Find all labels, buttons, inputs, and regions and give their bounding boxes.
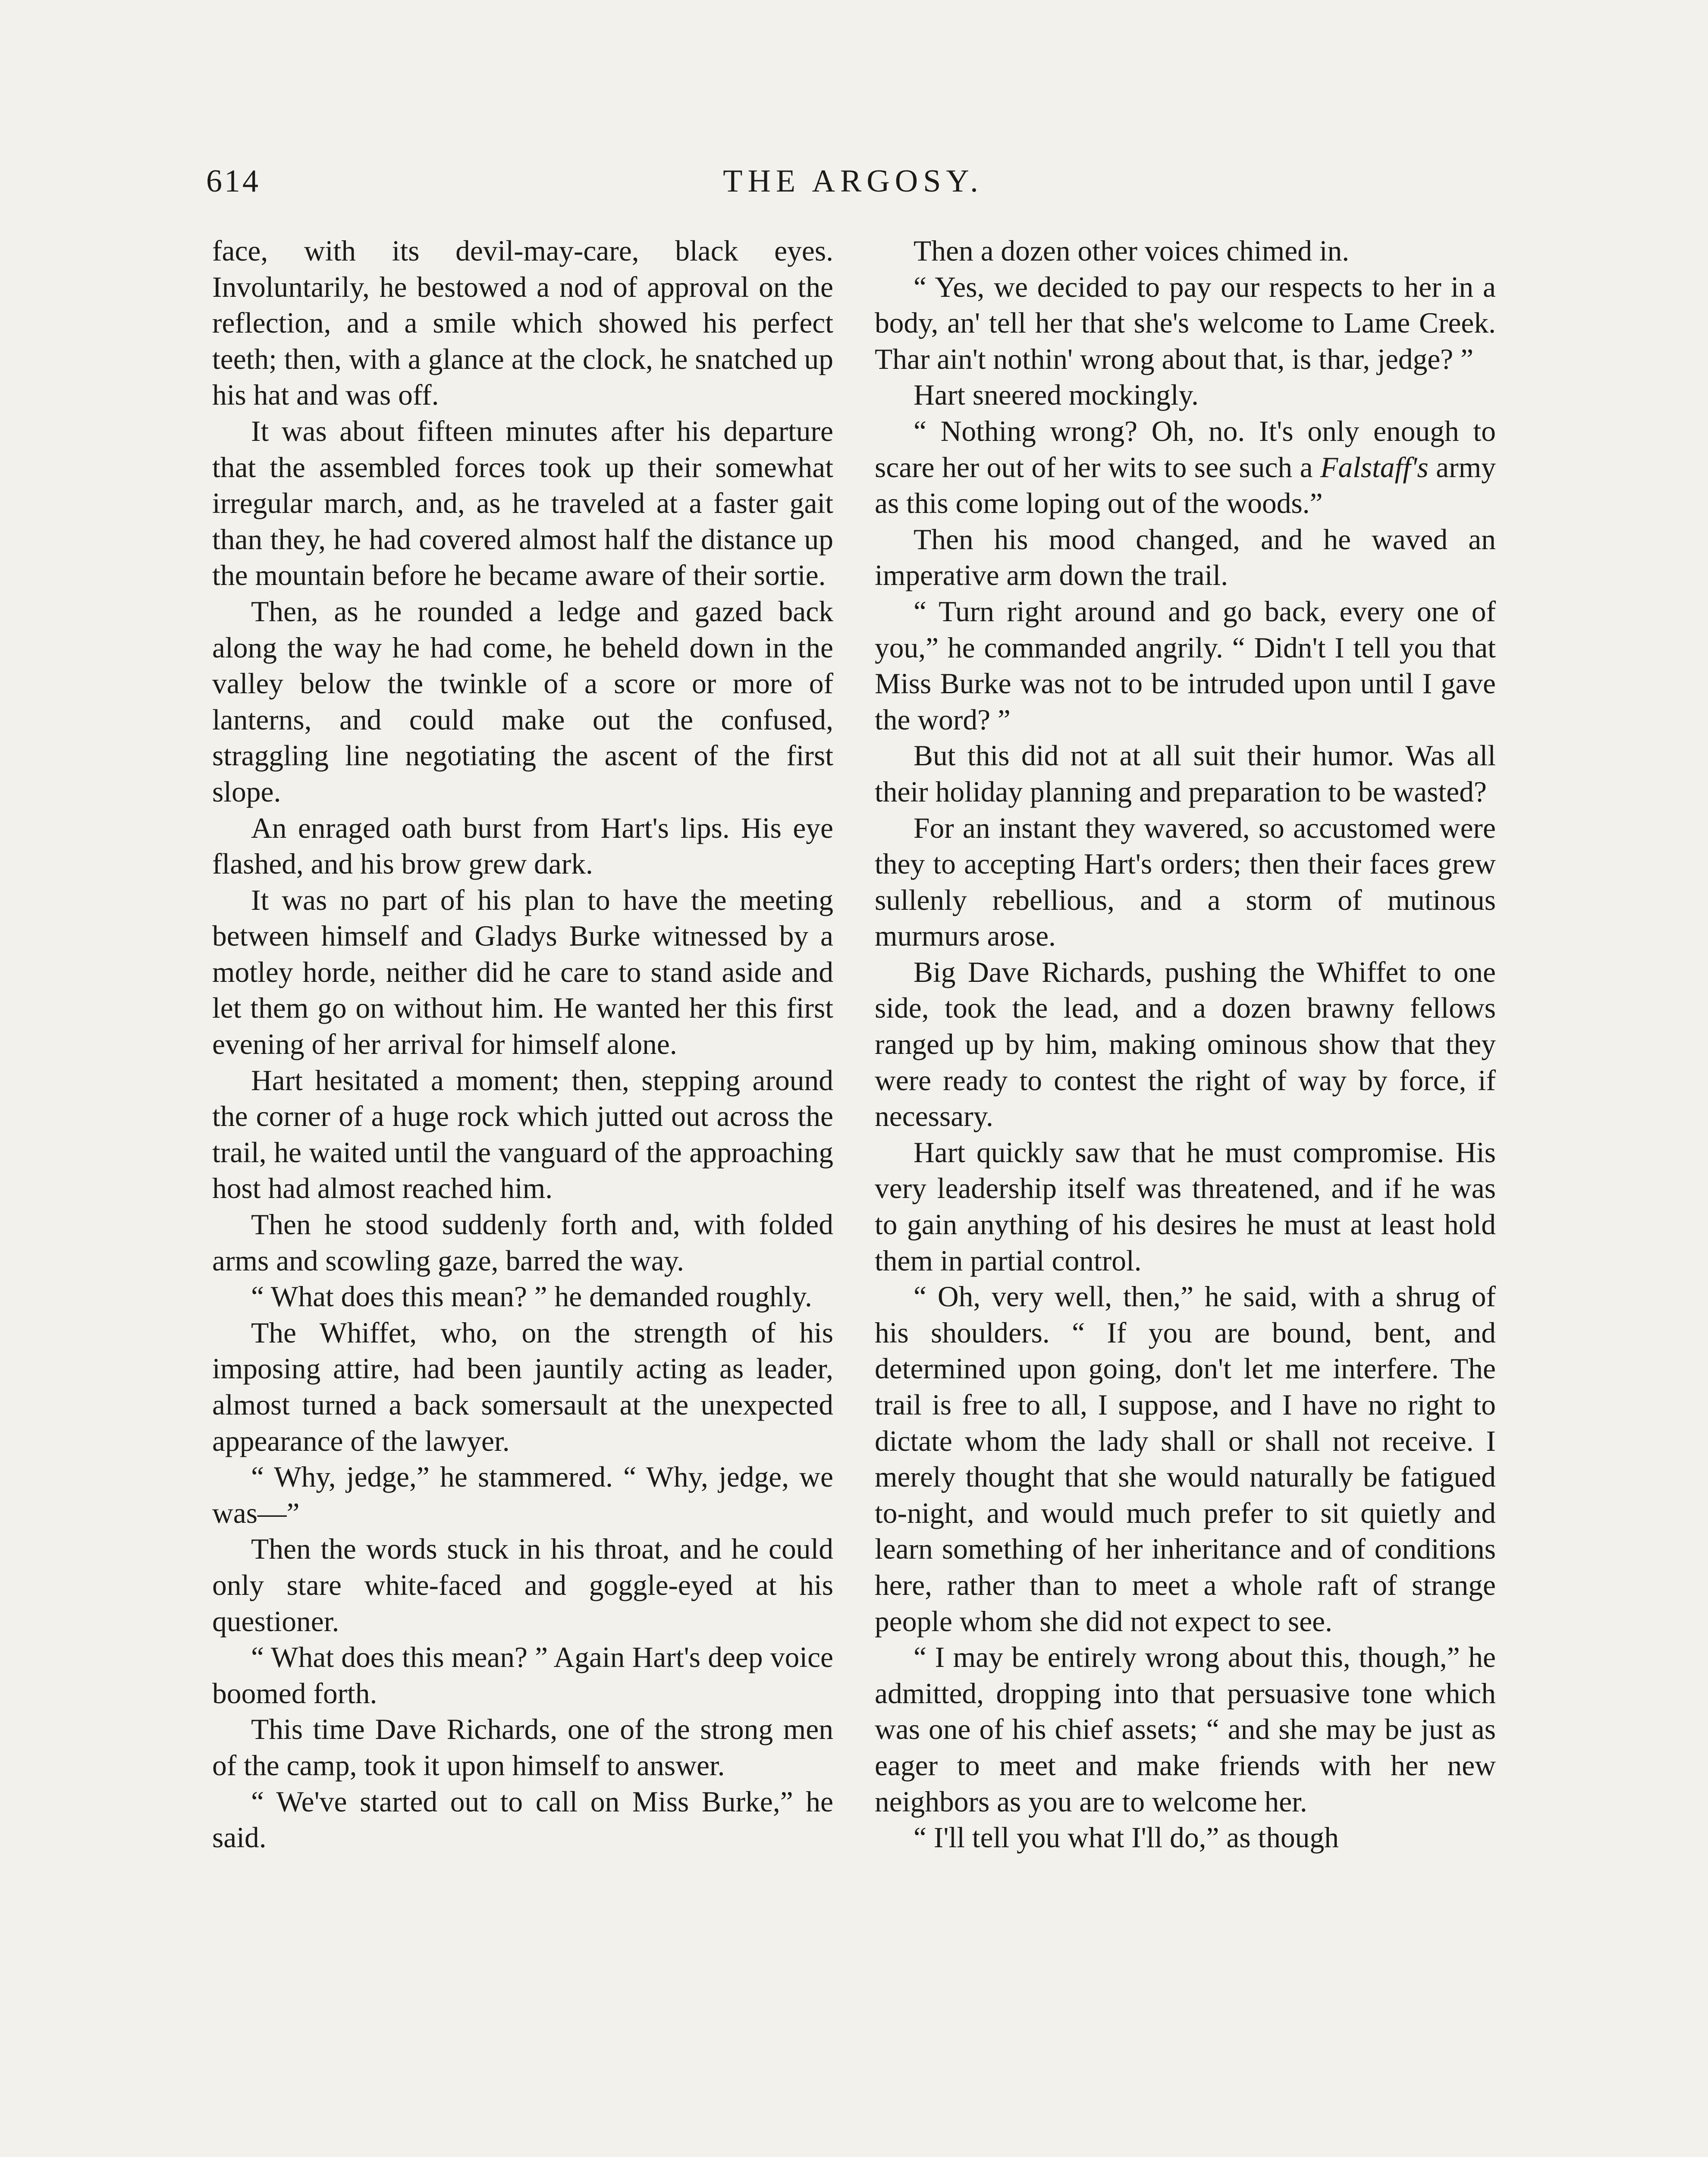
- paragraph: It was no part of his plan to have the meeting between himself and Gladys Burke witnessed by a motley horde, neither did he care to stand aside and let them go on without him. He wanted her this first evening of her arrival for himself alone.: [212, 884, 833, 1061]
- paragraph: Then the words stuck in his throat, and he could only stare white-faced and goggle-eyed at his questioner.: [212, 1533, 833, 1638]
- paragraph: Hart hesitated a moment; then, stepping around the corner of a huge rock which jutted out across the trail, he waited until the vanguard of the approaching host had almost reached him.: [212, 1064, 833, 1205]
- paragraph: “ Oh, very well, then,” he said, with a shrug of his shoulders. “ If you are bound, bent, and determined upon going, don't let me interfere. The trail is free to all, I suppose, and I have no right to dictate whom the lady shall or shall not receive. I merely thought that she would naturally be fatigued to-night, and would much prefer to sit quietly and learn something of her inheritance and of conditions here, rather than to meet a whole raft of strange people whom she did not expect to see.: [875, 1280, 1496, 1638]
- italic-title: Falstaff's: [1320, 451, 1429, 484]
- paragraph: Then, as he rounded a ledge and gazed back along the way he had come, he beheld down in the valley below the twinkle of a score or more of lanterns, and could make out the confused, straggling line negotiating the ascent of the first slope.: [212, 595, 833, 808]
- paragraph: Hart sneered mockingly.: [914, 379, 1199, 412]
- paragraph: “ Nothing wrong? Oh, no. It's only enough to scare her out of her wits to see such a Falstaff's army as this come loping out of the woods.”: [875, 415, 1496, 520]
- paragraph: “ I'll tell you what I'll do,” as though: [914, 1821, 1339, 1854]
- paragraph: Then a dozen other voices chimed in.: [914, 235, 1350, 267]
- text-column-right: [875, 233, 1496, 2157]
- paragraph: “ We've started out to call on Miss Burke,” he said.: [212, 1785, 833, 1854]
- paragraph: For an instant they wavered, so accustomed were they to accepting Hart's orders; then their faces grew sullenly rebellious, and a storm of mutinous murmurs arose.: [875, 811, 1496, 953]
- paragraph: “ Turn right around and go back, every one of you,” he commanded angrily. “ Didn't I tell you that Miss Burke was not to be intruded upon until I gave the word? ”: [875, 595, 1496, 736]
- paragraph: This time Dave Richards, one of the strong men of the camp, took it upon himself to answer.: [212, 1713, 833, 1782]
- page-number: 614: [206, 164, 261, 199]
- paragraph: “ What does this mean? ” he demanded roughly.: [251, 1280, 812, 1313]
- paragraph: Then his mood changed, and he waved an imperative arm down the trail.: [875, 523, 1496, 592]
- paragraph: “ I may be entirely wrong about this, though,” he admitted, dropping into that persuasive tone which was one of his chief assets; “ and she may be just as eager to meet and make friends with her new neighbors as you are to welcome her.: [875, 1641, 1496, 1818]
- paragraph: “ Why, jedge,” he stammered. “ Why, jedge, we was—”: [212, 1461, 833, 1529]
- paragraph: An enraged oath burst from Hart's lips. His eye flashed, and his brow grew dark.: [212, 811, 833, 880]
- text-column-left: [212, 233, 833, 2157]
- paragraph: face, with its devil-may-care, black eyes. Involuntarily, he bestowed a nod of approval on the reflection, and a smile which showed his perfect teeth; then, with a glance at the clock, he snatched up his hat and was off.: [212, 235, 833, 412]
- paragraph: Then he stood suddenly forth and, with folded arms and scowling gaze, barred the way.: [212, 1208, 833, 1277]
- paragraph: The Whiffet, who, on the strength of his imposing attire, had been jauntily acting as leader, almost turned a back somersault at the unexpected appearance of the lawyer.: [212, 1316, 833, 1457]
- paragraph: But this did not at all suit their humor. Was all their holiday planning and preparation to be wasted?: [875, 739, 1496, 808]
- paragraph: Hart quickly saw that he must compromise. His very leadership itself was threatened, and if he was to gain anything of his desires he must at least hold them in partial control.: [875, 1136, 1496, 1277]
- page-header: [206, 163, 1500, 211]
- running-title: THE ARGOSY.: [723, 164, 983, 199]
- paragraph: “ What does this mean? ” Again Hart's deep voice boomed forth.: [212, 1641, 833, 1710]
- paragraph: It was about fifteen minutes after his departure that the assembled forces took up their somewhat irregular march, and, as he traveled at a faster gait than they, he had covered almost half the distance up the mountain before he became aware of their sortie.: [212, 415, 833, 592]
- paragraph: Big Dave Richards, pushing the Whiffet to one side, took the lead, and a dozen brawny fellows ranged up by him, making ominous show that they were ready to contest the right of way by force, if necessary.: [875, 956, 1496, 1133]
- paragraph: “ Yes, we decided to pay our respects to her in a body, an' tell her that she's welcome to Lame Creek. Thar ain't nothin' wrong about that, is thar, jedge? ”: [875, 270, 1496, 375]
